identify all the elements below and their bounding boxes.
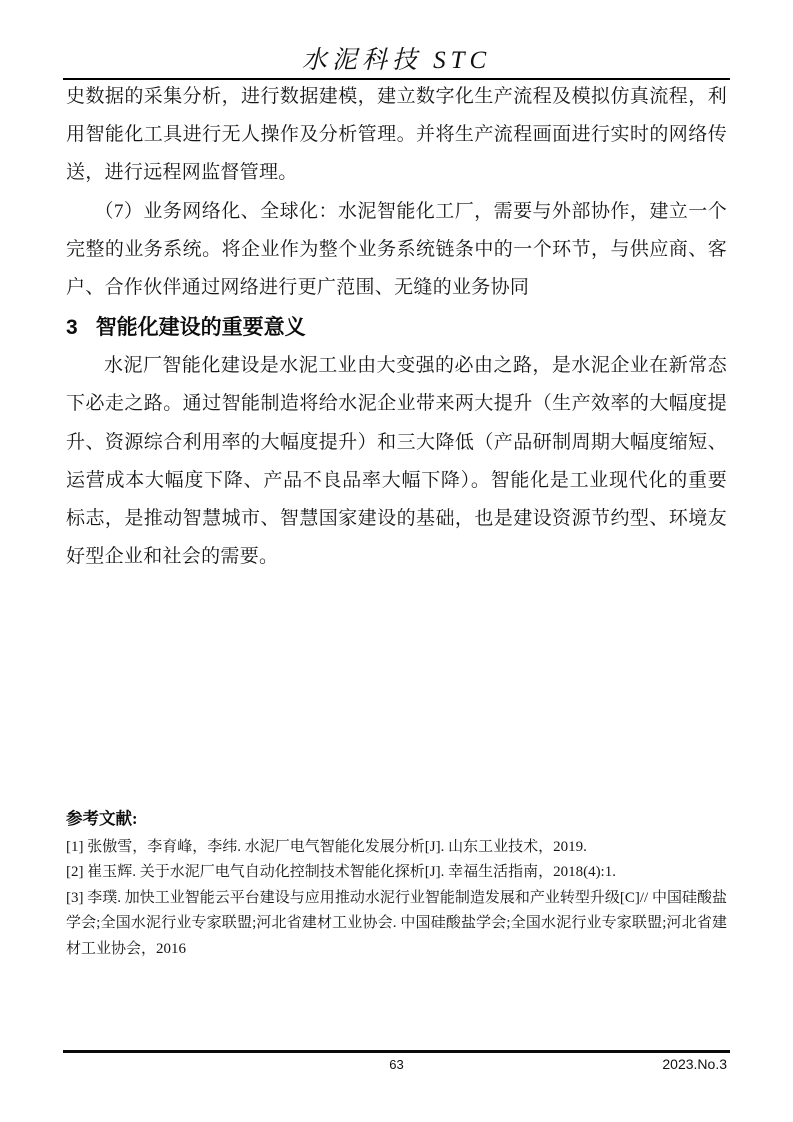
section-paragraph: 水泥厂智能化建设是水泥工业由大变强的必由之路，是水泥企业在新常态下必走之路。通过智能制造将给水泥企业带来两大提升（生产效率的大幅度提升、资源综合利用率的大幅度提升）和三大降低（产品研制周期大幅度缩短、运营成本大幅度下降、产品不良品率大幅下降）。智能化是工业现代化的重要标志，是推动智慧城市、智慧国家建设的基础，也是建设资源节约型、环境友好型企业和社会的需要。	[66, 355, 727, 568]
reference-item: [1] 张傲雪，李育峰，李纬. 水泥厂电气智能化发展分析[J]. 山东工业技术，2019.	[66, 839, 587, 855]
section-heading	[66, 309, 727, 347]
reference-item: [3] 李璞. 加快工业智能云平台建设与应用推动水泥行业智能制造发展和产业转型升级[C]// 中国硅酸盐学会;全国水泥行业专家联盟;河北省建材工业协会. 中国硅酸盐学会;全国水泥行业专家联盟;河北省建材工业协会，2016	[66, 889, 727, 957]
section-number: 3	[66, 316, 78, 340]
references-section	[66, 806, 727, 962]
page-number: 63	[389, 1057, 404, 1072]
references-heading: 参考文献:	[66, 809, 138, 828]
section-title: 智能化建设的重要意义	[95, 316, 306, 340]
footer-rule	[63, 1050, 730, 1053]
item7-paragraph: （7）业务网络化、全球化：水泥智能化工厂，需要与外部协作，建立一个完整的业务系统。将企业作为整个业务系统链条中的一个环节，与供应商、客户、合作伙伴通过网络进行更广范围、无缝的业务协同	[66, 200, 727, 299]
journal-title: 水泥科技 STC	[301, 47, 492, 74]
article-body	[66, 78, 727, 576]
issue-label: 2023.No.3	[662, 1056, 727, 1072]
reference-item: [2] 崔玉辉. 关于水泥厂电气自动化控制技术智能化探析[J]. 幸福生活指南，2018(4):1.	[66, 864, 616, 881]
continued-paragraph: 史数据的采集分析，进行数据建模，建立数字化生产流程及模拟仿真流程，利用智能化工具进行无人操作及分析管理。并将生产流程画面进行实时的网络传送，进行远程网监督管理。	[66, 86, 727, 184]
